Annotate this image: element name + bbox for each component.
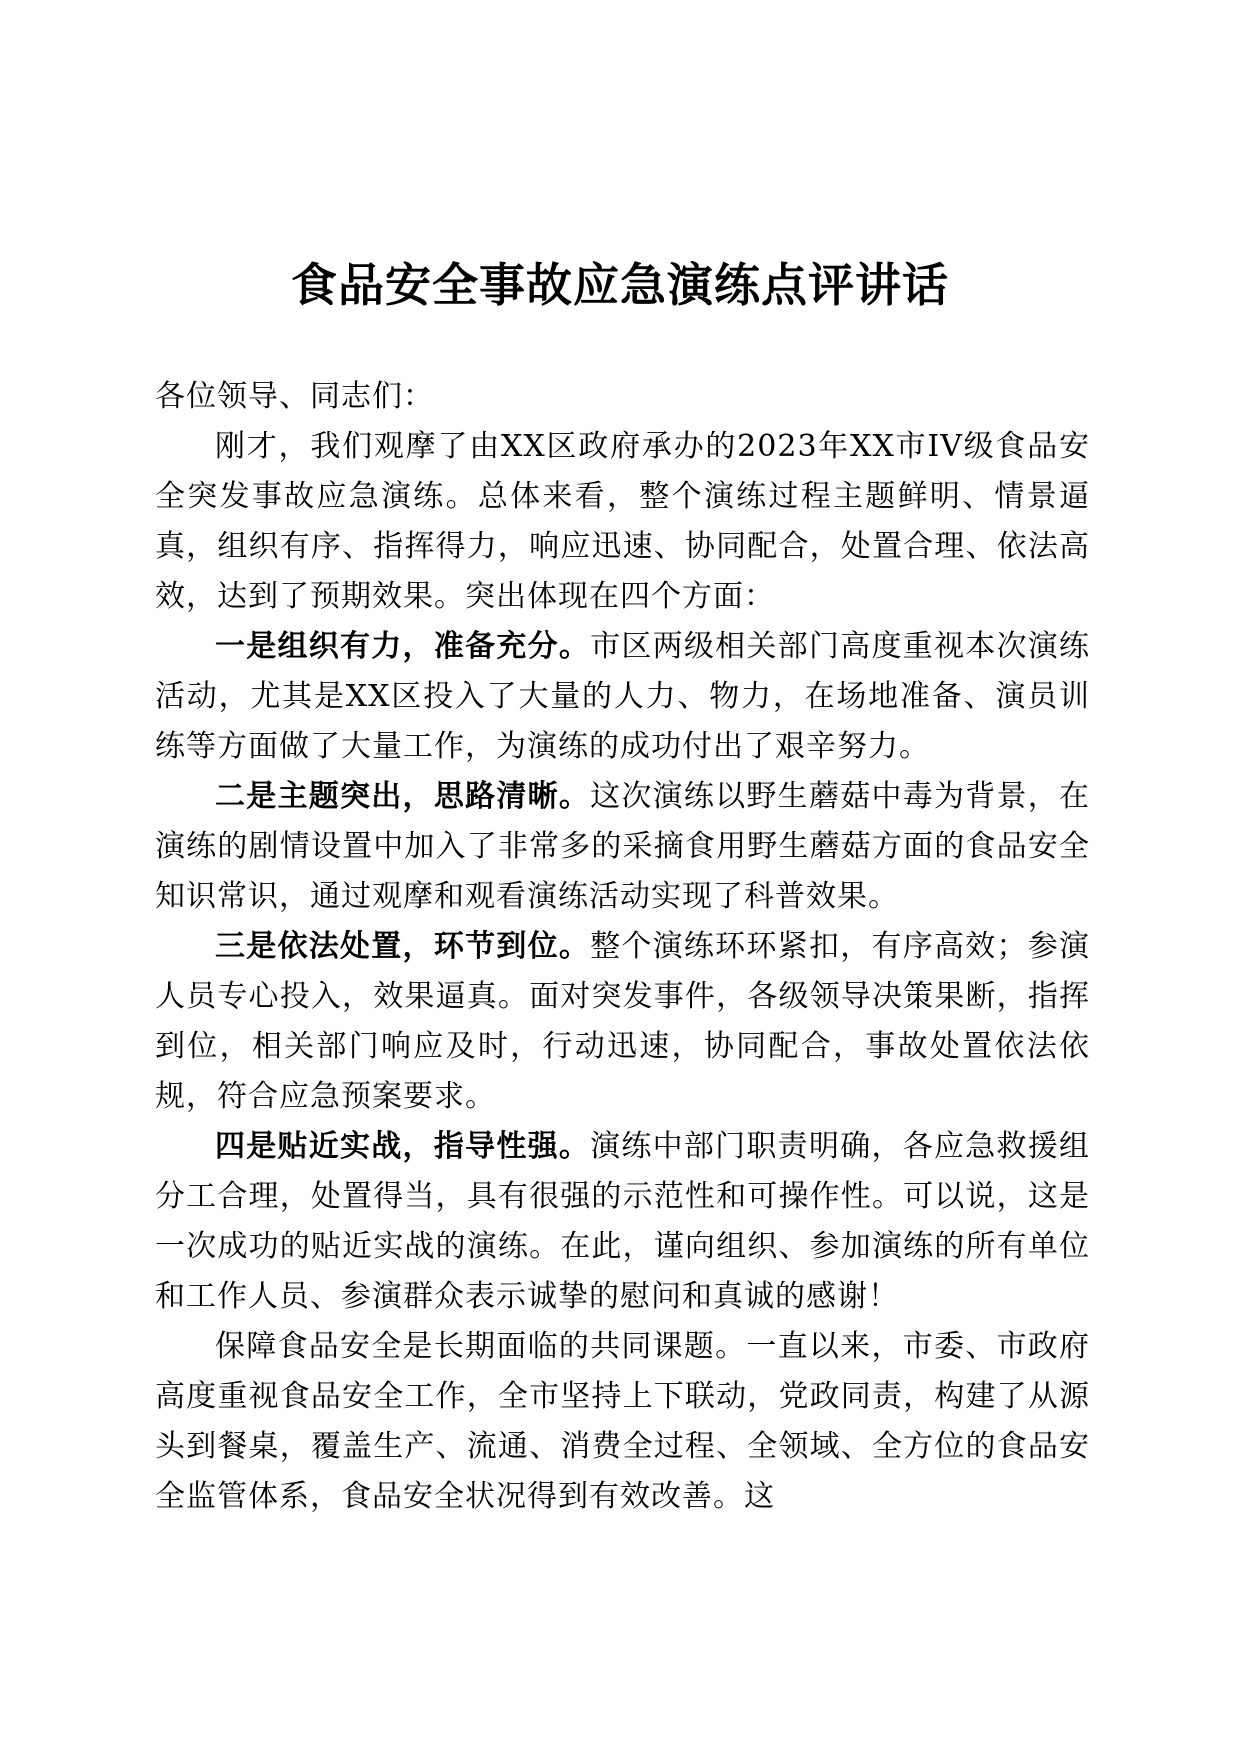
paragraph-lead: 二是主题突出，思路清晰。 [215, 779, 591, 814]
paragraph-text: 整个演练环环紧扣，有序高效；参演人员专心投入，效果逼真。面对突发事件，各级领导决策果断，指挥到位，相关部门响应及时，行动迅速，协同配合，事故处置依法依规，符合应急预案要求。 [155, 929, 1091, 1114]
paragraph-text: 市区两级相关部门高度重视本次演练活动，尤其是XX区投入了大量的人力、物力，在场地准备、演员训练等方面做了大量工作，为演练的成功付出了艰辛努力。 [155, 629, 1091, 764]
paragraph-point-2 [155, 772, 1090, 922]
paragraph-text: 保障食品安全是长期面临的共同课题。一直以来，市委、市政府高度重视食品安全工作，全市坚持上下联动，党政同责，构建了从源头到餐桌，覆盖生产、流通、消费全过程、全领域、全方位的食品安全监管体系，食品安全状况得到有效改善。这 [155, 1329, 1090, 1514]
paragraph-text: 这次演练以野生蘑菇中毒为背景，在演练的剧情设置中加入了非常多的采摘食用野生蘑菇方面的食品安全知识常识，通过观摩和观看演练活动实现了科普效果。 [155, 779, 1091, 914]
paragraph-point-1 [155, 622, 1090, 772]
paragraph-point-3 [155, 922, 1090, 1122]
document-title: 食品安全事故应急演练点评讲话 [291, 258, 949, 312]
document-body [155, 372, 1090, 1522]
paragraph-text: 刚才，我们观摩了由XX区政府承办的2023年XX市IV级食品安全突发事故应急演练。总体来看，整个演练过程主题鲜明、情景逼真，组织有序、指挥得力，响应迅速、协同配合，处置合理、依法高效，达到了预期效果。突出体现在四个方面： [155, 429, 1090, 614]
paragraph-lead: 四是贴近实战，指导性强。 [215, 1129, 591, 1164]
paragraph-text: 演练中部门职责明确，各应急救援组分工合理，处置得当，具有很强的示范性和可操作性。可以说，这是一次成功的贴近实战的演练。在此，谨向组织、参加演练的所有单位和工作人员、参演群众表示诚挚的慰问和真诚的感谢！ [155, 1129, 1091, 1314]
salutation: 各位领导、同志们： [155, 379, 434, 414]
paragraph-lead: 三是依法处置，环节到位。 [215, 929, 591, 964]
paragraph-lead: 一是组织有力，准备充分。 [215, 629, 591, 664]
paragraph-point-4 [155, 1122, 1090, 1322]
paragraph-closing [155, 1322, 1090, 1522]
paragraph-intro [155, 422, 1090, 622]
